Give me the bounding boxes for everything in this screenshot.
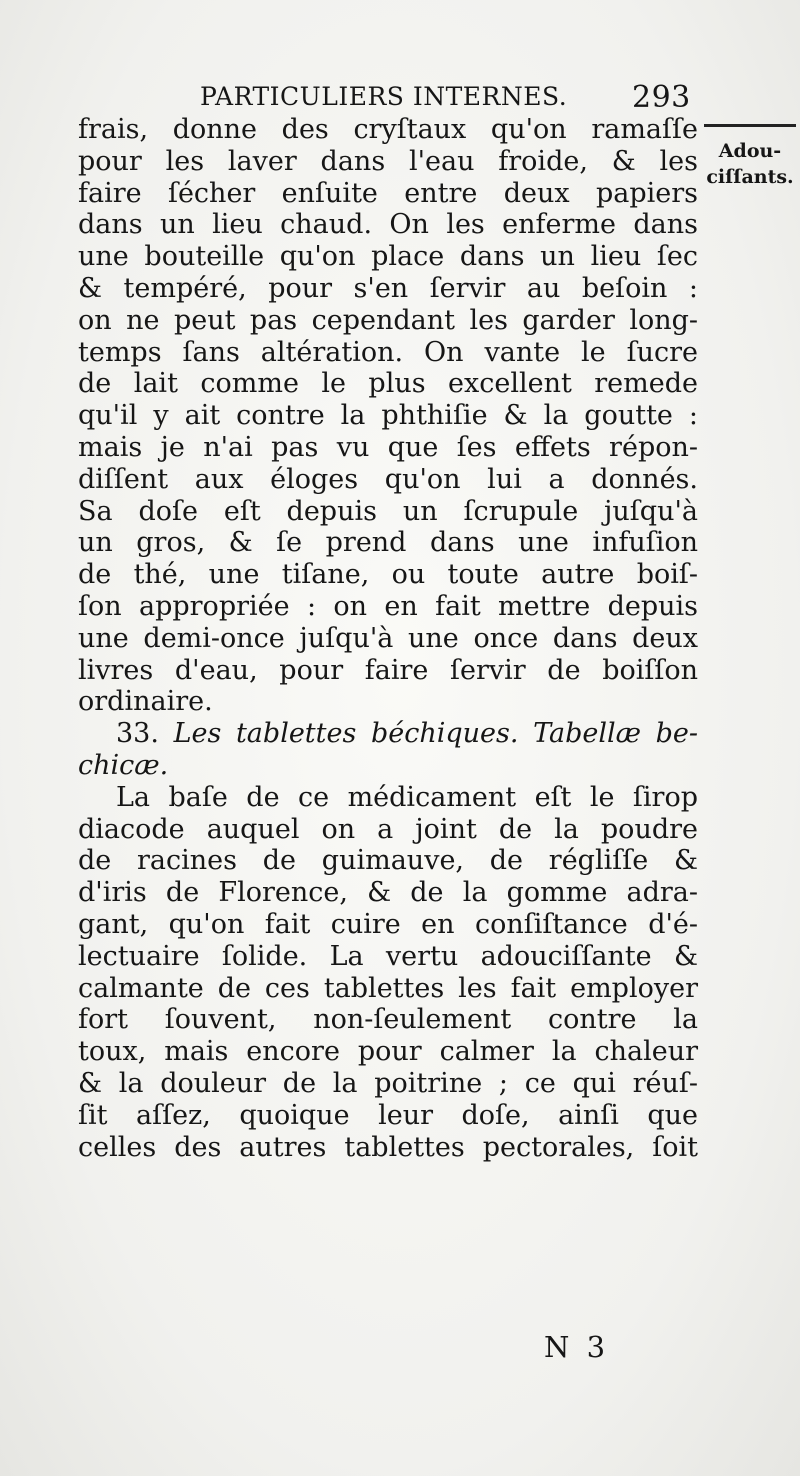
text-line: ſit aſſez, quoique leur doſe, ainſi que <box>78 1099 698 1131</box>
text-line: temps ſans altération. On vante le ſucre <box>78 336 698 368</box>
page-number: 293 <box>632 80 691 115</box>
text-line: qu'il y ait contre la phthiſie & la goutte : <box>78 400 698 432</box>
text-line: & tempéré, pour s'en ſervir au beſoin : <box>78 272 698 304</box>
text-line: ſon appropriée : on en fait mettre depuis <box>78 590 698 622</box>
margin-note-line: Adou- <box>718 140 782 162</box>
text-line: calmante de ces tablettes les fait employer <box>78 972 698 1004</box>
text-line: un gros, & ſe prend dans une infuſion <box>78 527 698 559</box>
text-line: une demi-once juſqu'à une once dans deux <box>78 622 698 654</box>
text-line: une bouteille qu'on place dans un lieu ſec <box>78 241 698 273</box>
text-line: ordinaire. <box>78 686 213 718</box>
text-line: & la douleur de la poitrine ; ce qui réuſ- <box>78 1067 698 1099</box>
margin-rule <box>704 124 796 127</box>
text-line: de thé, une tiſane, ou toute autre boiſ- <box>78 559 698 591</box>
section-heading <box>78 718 698 750</box>
text-line: frais, donne des cryſtaux qu'on ramaſſe <box>78 114 698 145</box>
text-line: celles des autres tablettes pectorales, ſoit <box>78 1131 698 1163</box>
text-line: pour les laver dans l'eau froide, & les <box>78 145 698 177</box>
margin-note <box>700 120 800 200</box>
text-line: lectuaire ſolide. La vertu adouciſſante & <box>78 940 698 972</box>
text-line: livres d'eau, pour faire ſervir de boiſſon <box>78 654 698 686</box>
text-line: d'iris de Florence, & de la gomme adra- <box>78 877 698 909</box>
text-line: gant, qu'on fait cuire en conſiſtance d'é- <box>78 908 698 940</box>
text-line: fort ſouvent, non-ſeulement contre la <box>78 1004 698 1036</box>
text-line: on ne peut pas cependant les garder long- <box>78 304 698 336</box>
text-line: mais je n'ai pas vu que ſes effets répon- <box>78 431 698 463</box>
section-heading-continued: chicæ. <box>78 749 169 781</box>
text-line: Sa doſe eſt depuis un ſcrupule juſqu'à <box>78 495 698 527</box>
section-title: Les tablettes béchiques. Tabellæ be- <box>173 718 698 750</box>
text-line: de racines de guimauve, de régliſſe & <box>78 845 698 877</box>
text-line: La baſe de ce médicament eſt le ſirop <box>116 781 698 813</box>
body-text <box>78 114 698 1163</box>
margin-note-line: ciſſants. <box>706 166 794 188</box>
text-line: de lait comme le plus excellent remede <box>78 368 698 400</box>
section-number: 33. <box>116 718 159 750</box>
text-line: dans un lieu chaud. On les enferme dans <box>78 209 698 241</box>
text-line: diſſent aux éloges qu'on lui a donnés. <box>78 463 698 495</box>
margin-note-text <box>700 138 800 190</box>
text-line: faire ſécher enſuite entre deux papiers <box>78 177 698 209</box>
text-line: toux, mais encore pour calmer la chaleur <box>78 1036 698 1068</box>
text-line: diacode auquel on a joint de la poudre <box>78 813 698 845</box>
signature-mark: N 3 <box>544 1330 610 1364</box>
running-title: PARTICULIERS INTERNES. <box>200 82 568 111</box>
